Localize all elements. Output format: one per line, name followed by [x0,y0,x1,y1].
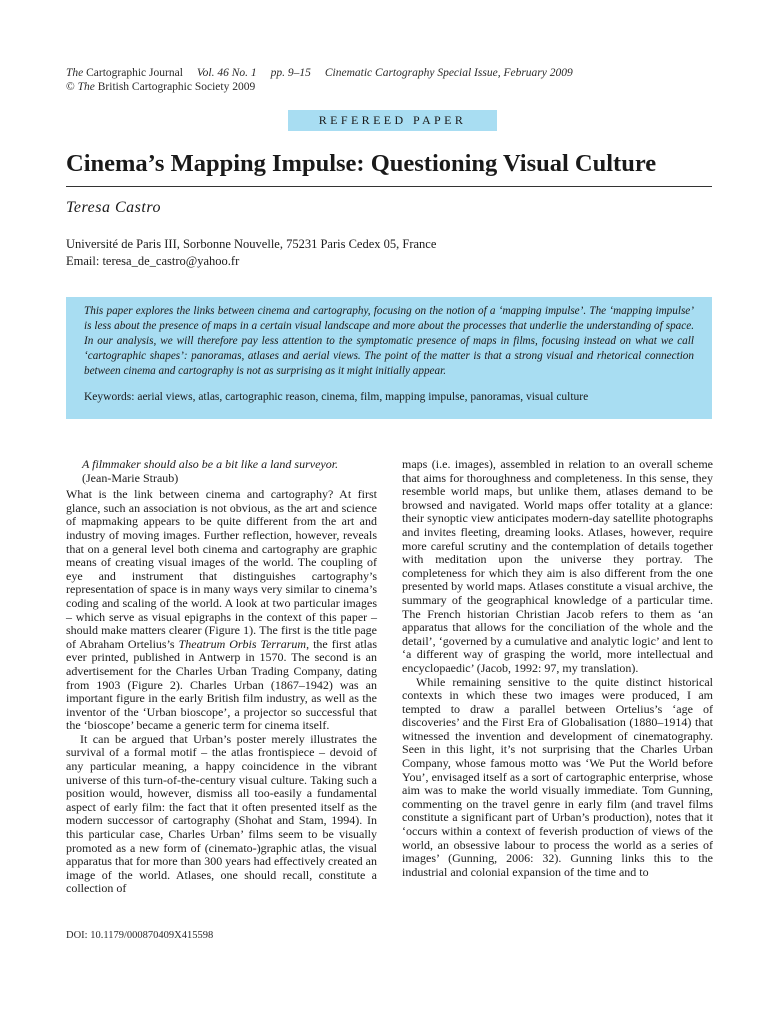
copyright-symbol: © [66,81,75,93]
epigraph-quote: A filmmaker should also be a bit like a land surveyor. [82,457,339,471]
body-column-right [402,458,713,879]
abstract-box [66,297,712,419]
paragraph: maps (i.e. images), assembled in relation to an overall scheme that aims for thoroughness and completeness. In this sense, they resemble world maps, but unlike them, atlases demand to be browsed and navigated. World maps offer totality at a glance: their synoptic view anticipates modern-day satellite photographs and invites fleeting, dreaming looks. Atlases, however, require more careful scrutiny and the contemplation of details together with meditation upon the universe they portray. The completeness for which they aim is also different from the one presented by world maps. Atlases constitute a visual archive, the summary of the geographical knowledge of a particular time. The French historian Christian Jacob refers to them as ‘an apparatus that allows for the conciliation of the whole and the detail’, ‘governed by a cumulative and analytic logic’ and lent to ‘a different way of grasping the world, more intellectual and encyclopaedic’ (Jacob, 1992: 97, my translation). [402,457,713,675]
society-name: British Cartographic Society 2009 [94,81,256,93]
paragraph [66,488,377,733]
author-affiliation-block [66,236,436,270]
journal-issue: Cinematic Cartography Special Issue, February 2009 [324,67,573,79]
body-column-left [66,458,377,896]
title-divider [66,186,712,187]
refereed-paper-badge: REFEREED PAPER [288,110,497,131]
epigraph [66,458,377,485]
doi: DOI: 10.1179/000870409X415598 [66,930,214,941]
journal-header [66,66,573,94]
journal-name-prefix: The [66,67,84,79]
epigraph-attribution: (Jean-Marie Straub) [82,470,179,485]
paragraph: It can be argued that Urban’s poster merely illustrates the survival of a formal motif – the atlas frontispiece – devoid of any particular meaning, a happy coincidence in the vibrant universe of this turn-of-the-century visual culture. Taking such a position would, however, dismiss all too-easily a fundamental aspect of early film: the fact that it often presented itself as the modern successor of cartography (Shohat and Stam, 1994). In this particular case, Charles Urban’ films seem to be visually promoted as a new form of (cinemato-)graphic atlas, the visual apparatus that for more than 300 years had effectively created an image of the world. Atlases, one should recall, constitute a collection of [66,731,377,896]
author-name: Teresa Castro [66,199,161,216]
journal-pages: pp. 9–15 [270,67,311,79]
paragraph: While remaining sensitive to the quite distinct historical contexts in which these two images were produced, I am tempted to draw a parallel between Ortelius’s ‘age of discoveries’ and the First Era of Globalisation (1880–1914) that witnessed the invention and development of cinematography. Seen in this light, it’s not surprising that the Charles Urban Company, whose famous motto was ‘We Put the World before You’, envisaged itself as a sort of cartographic enterprise, whose aim was to make the world visually immediate. Tom Gunning, commenting on the travel genre in early film (and travel films constitute a significant part of Urban’s production), notes that it ‘occurs within a context of feverish production of views of the world, an obsessive labour to process the world as a series of images’ (Gunning, 2006: 32). Gunning links this to the industrial and colonial expansion of the time and to [402,674,713,879]
journal-header-line-1 [66,66,573,80]
journal-volume: Vol. 46 No. 1 [196,67,257,79]
paragraph-text: What is the link between cinema and cartography? At first glance, such an association is not obvious, as the art and science of mapmaking appears to be quite different from the art and industry of moving images. Further reflection, however, reveals that on a general level both cinema and cartography are graphic means of creating visual images of the world. The coupling of eye and instrument that distinguishes cartography’s representation of space is in many ways very similar to cinema’s coding and scaling of the world. A look at two particular images – which serve as visual epigraphs in the context of this paper – should make matters clearer (Figure 1). The first is the title page of Abraham Ortelius’s [66,487,377,651]
author-email: Email: teresa_de_castro@yahoo.fr [66,254,240,268]
journal-header-line-2 [66,80,573,94]
journal-name: Cartographic Journal [83,67,183,79]
keywords: Keywords: aerial views, atlas, cartographic reason, cinema, film, mapping impulse, panoramas, visual culture [84,391,589,403]
society-name-prefix: The [77,81,95,93]
paragraph-text: , the first atlas ever printed, published in Antwerp in 1570. The second is an advertisement for the Charles Urban Trading Company, dating from 1903 (Figure 2). Charles Urban (1867–1942) was an important figure in the early British film industry, as well as the inventor of the ‘Urban bioscope’, a projector so successful that the ‘bioscope’ became a generic term for cinema itself. [66,636,377,733]
paper-title: Cinema’s Mapping Impulse: Questioning Visual Culture [66,150,657,177]
affiliation: Université de Paris III, Sorbonne Nouvelle, 75231 Paris Cedex 05, France [66,237,437,251]
book-title: Theatrum Orbis Terrarum [178,636,307,651]
abstract-text: This paper explores the links between cinema and cartography, focusing on the notion of a ‘mapping impulse’. The ‘mapping impulse’ is less about the presence of maps in a certain visual landscape and more about the processes that underlie the understanding of space. In our analysis, we will therefore pay less attention to the symptomatic presence of maps in films, focusing instead on what we call ‘cartographic shapes’: panoramas, atlases and aerial views. The point of the matter is that a strong visual and rhetorical connection between cinema and cartography is not as surprising as it might initially appear. [84,305,694,377]
